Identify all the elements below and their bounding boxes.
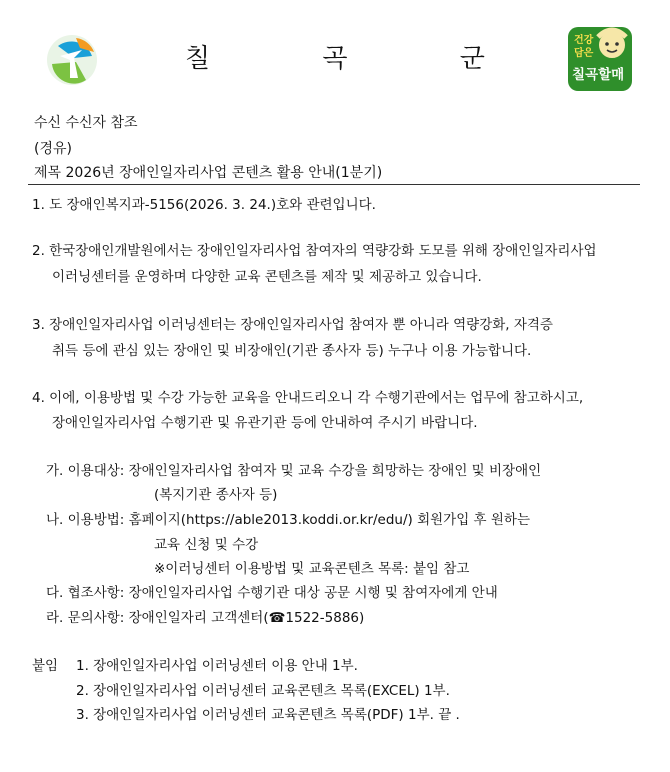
- item-ga-line-1: 가. 이용대상: 장애인일자리사업 참여자 및 교육 수강을 희망하는 장애인 및 비장애인: [46, 463, 542, 479]
- via-line: (경유): [34, 141, 72, 157]
- item-na-line-1: 나. 이용방법: 홈페이지(https://able2013.koddi.or.kr/edu/) 회원가입 후 원하는: [46, 512, 530, 528]
- paragraph-1: 1. 도 장애인복지과-5156(2026. 3. 24.)호와 관련입니다.: [32, 197, 376, 213]
- paragraph-3-line-1: 3. 장애인일자리사업 이러닝센터는 장애인일자리사업 참여자 뿐 아니라 역량강화, 자격증: [32, 317, 553, 333]
- attachment-label: 붙임: [32, 658, 59, 674]
- chilgok-halmae-logo-icon: [566, 23, 634, 93]
- paragraph-4-line-1: 4. 이에, 이용방법 및 수강 가능한 교육을 안내드리오니 각 수행기관에서는 업무에 참고하시고,: [32, 390, 584, 406]
- org-title: 칠 곡 군: [185, 44, 537, 74]
- item-ga-line-2: (복지기관 종사자 등): [154, 487, 278, 503]
- attachment-item-3: 3. 장애인일자리사업 이러닝센터 교육콘텐츠 목록(PDF) 1부. 끝 .: [76, 707, 460, 723]
- logo-text-3: 칠곡할매: [572, 67, 625, 83]
- paragraph-2-line-2: 이러닝센터를 운영하며 다양한 교육 콘텐츠를 제작 및 제공하고 있습니다.: [52, 269, 482, 285]
- paragraph-3-line-2: 취득 등에 관심 있는 장애인 및 비장애인(기관 종사자 등) 누구나 이용 가능합니다.: [52, 343, 532, 359]
- recipient-line: 수신 수신자 참조: [34, 115, 138, 131]
- item-ra-line: 라. 문의사항: 장애인일자리 고객센터(☎1522-5886): [46, 610, 365, 626]
- paragraph-2-line-1: 2. 한국장애인개발원에서는 장애인일자리사업 참여자의 역량강화 도모를 위해 장애인일자리사업: [32, 243, 597, 259]
- logo-text-1: 건강: [574, 35, 594, 46]
- attachment-item-2: 2. 장애인일자리사업 이러닝센터 교육콘텐츠 목록(EXCEL) 1부.: [76, 683, 450, 699]
- header-divider: [28, 184, 640, 185]
- paragraph-4-line-2: 장애인일자리사업 수행기관 및 유관기관 등에 안내하여 주시기 바랍니다.: [52, 415, 478, 431]
- item-na-line-3: ※이러닝센터 이용방법 및 교육콘텐츠 목록: 붙임 참고: [154, 561, 470, 577]
- item-na-line-2: 교육 신청 및 수강: [154, 537, 259, 553]
- item-da-line: 다. 협조사항: 장애인일자리사업 수행기관 대상 공문 시행 및 참여자에게 안내: [46, 585, 498, 601]
- attachment-item-1: 1. 장애인일자리사업 이러닝센터 이용 안내 1부.: [76, 658, 358, 674]
- subject-line: 제목 2026년 장애인일자리사업 콘텐츠 활용 안내(1분기): [34, 165, 383, 181]
- logo-text-2: 담은: [574, 48, 594, 59]
